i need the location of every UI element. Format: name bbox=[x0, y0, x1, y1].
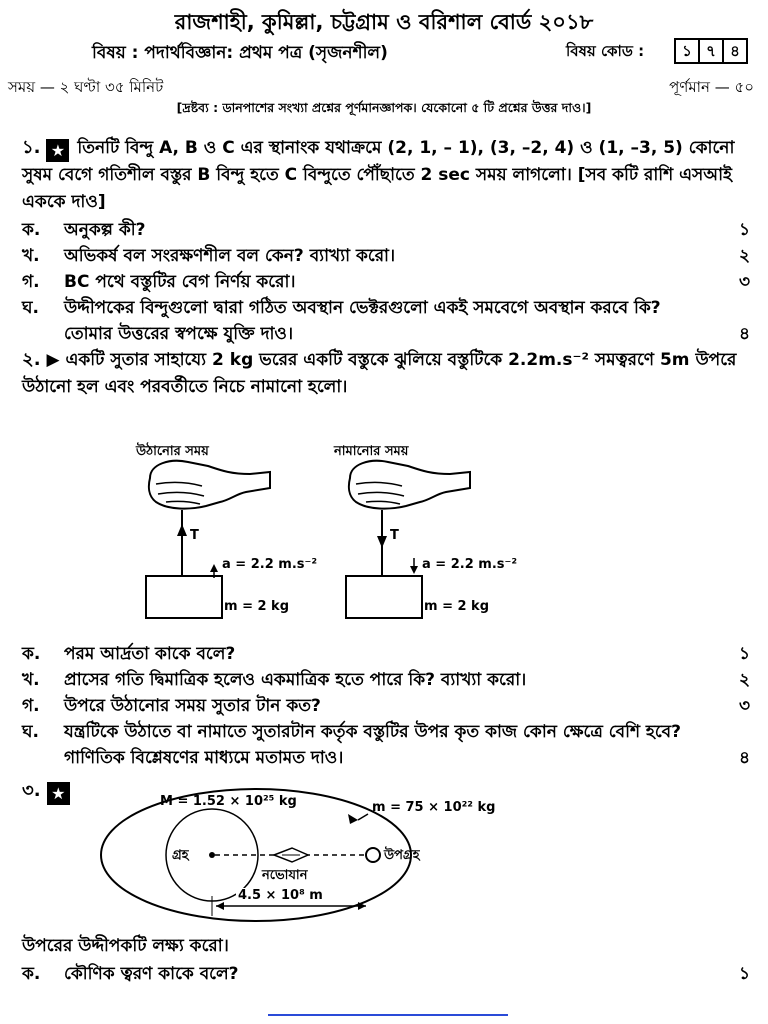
play-arrow-icon: ▶ bbox=[46, 350, 60, 370]
q2-figure bbox=[110, 436, 530, 626]
q2-stem: একটি সুতার সাহায্যে 2 kg ভরের একটি বস্তুকে ঝুলিয়ে বস্তুটিকে 2.2m.s⁻² সমত্বরণে 5m উপরে উঠানো হল এবং পরবর্তীতে নিচে নামানো হলো। bbox=[22, 350, 737, 398]
part-mark: ২ bbox=[738, 670, 750, 690]
q1-stem-block bbox=[22, 134, 750, 216]
part-text: পরম আর্দ্রতা কাকে বলে? bbox=[64, 644, 236, 664]
code-digit: ৪ bbox=[722, 38, 748, 64]
part-mark: ৩ bbox=[738, 272, 750, 292]
tension-arrow-down-icon bbox=[377, 536, 387, 548]
accel-label-right: a = 2.2 m.s⁻² bbox=[422, 557, 518, 572]
planet-label: গ্রহ bbox=[172, 848, 189, 863]
code-digit: ৭ bbox=[698, 38, 724, 64]
block-left bbox=[146, 576, 222, 618]
lift-title: উঠানোর সময় bbox=[136, 444, 209, 459]
part-text: BC পথে বস্তুটির বেগ নির্ণয় করো। bbox=[64, 272, 296, 292]
star-icon: ★ bbox=[46, 139, 69, 162]
part-text: উপরে উঠানোর সময় সুতার টান কত? bbox=[64, 696, 321, 716]
planet-dot bbox=[209, 852, 215, 858]
hand-icon bbox=[149, 461, 270, 509]
part-mark: ৪ bbox=[738, 748, 750, 768]
instruction-note: [দ্রষ্টব্য : ডানপাশের সংখ্যা প্রশ্নের পূর্ণমানজ্ঞাপক। যেকোনো ৫ টি প্রশ্নের উত্তর দাও।] bbox=[176, 100, 592, 115]
subject-code-label: বিষয় কোড : bbox=[566, 42, 645, 60]
part-label: খ. bbox=[22, 246, 40, 266]
part-label: ক. bbox=[22, 964, 41, 984]
part-text: যন্ত্রটিকে উঠাতে বা নামাতে সুতারটান কর্তৃক বস্তুটির উপর কৃত কাজ কোন ক্ষেত্রে বেশি হবে? গাণিতিক বিশ্লেষণের মাধ্যমে মতামত দাও। bbox=[64, 722, 682, 768]
subject-title: বিষয় : পদার্থবিজ্ঞান: প্রথম পত্র (সৃজনশীল) bbox=[92, 43, 388, 63]
planet-mass-label: M = 1.52 × 10²⁵ kg bbox=[160, 794, 297, 809]
part-label: খ. bbox=[22, 670, 40, 690]
part-label: গ. bbox=[22, 272, 40, 292]
hand-icon bbox=[349, 461, 470, 509]
exam-time: সময় — ২ ঘণ্টা ৩৫ মিনিট bbox=[8, 78, 164, 96]
part-label: ক. bbox=[22, 220, 41, 240]
accel-arrow-down-icon bbox=[410, 566, 418, 574]
tension-label-left: T bbox=[190, 528, 199, 543]
q1-number: ১. bbox=[22, 137, 41, 158]
satellite-circle bbox=[366, 848, 380, 862]
part-mark: ৩ bbox=[738, 696, 750, 716]
part-mark: ১ bbox=[738, 644, 750, 664]
block-right bbox=[346, 576, 422, 618]
subject-code-boxes bbox=[676, 38, 748, 64]
q3-number-block bbox=[22, 776, 72, 807]
satellite-mass-arrow-icon bbox=[348, 814, 358, 824]
accel-label-left: a = 2.2 m.s⁻² bbox=[222, 557, 318, 572]
tension-label-right: T bbox=[390, 528, 399, 543]
part-text: কৌণিক ত্বরণ কাকে বলে? bbox=[64, 964, 239, 984]
part-text: প্রাসের গতি দ্বিমাত্রিক হলেও একমাত্রিক হতে পারে কি? ব্যাখ্যা করো। bbox=[64, 670, 527, 690]
part-mark: ১ bbox=[738, 220, 750, 240]
part-mark: ৪ bbox=[738, 324, 750, 344]
tension-arrow-up-icon bbox=[177, 524, 187, 536]
part-label: ঘ. bbox=[22, 722, 39, 742]
part-text: উদ্দীপকের বিন্দুগুলো দ্বারা গঠিত অবস্থান ভেক্টরগুলো একই সমবেগে অবস্থান করবে কি? তোমার উত্তরের স্বপক্ষে যুক্তি দাও। bbox=[64, 298, 661, 344]
mass-label-right: m = 2 kg bbox=[424, 599, 490, 614]
lower-title: নামানোর সময় bbox=[334, 444, 409, 459]
part-label: ঘ. bbox=[22, 298, 39, 318]
spaceship-label: নভোযান bbox=[262, 868, 308, 883]
q3-instruction: উপরের উদ্দীপকটি লক্ষ্য করো। bbox=[22, 936, 229, 956]
full-marks: পূর্ণমান — ৫০ bbox=[669, 78, 754, 96]
satellite-mass-label: m = 75 × 10²² kg bbox=[372, 800, 496, 815]
board-title: রাজশাহী, কুমিল্লা, চট্টগ্রাম ও বরিশাল বোর্ড ২০১৮ bbox=[174, 10, 594, 34]
part-mark: ২ bbox=[738, 246, 750, 266]
mass-label-left: m = 2 kg bbox=[224, 599, 290, 614]
footer-underline bbox=[268, 1014, 508, 1016]
q2-stem-block bbox=[22, 346, 750, 401]
part-label: ক. bbox=[22, 644, 41, 664]
q1-stem: তিনটি বিন্দু A, B ও C এর স্থানাংক যথাক্রমে (2, 1, – 1), (3, –2, 4) ও (1, –3, 5) কোনো সুষম বেগে গতিশীল বস্তুর B বিন্দু হতে C বিন্দুতে পৌঁছাতে 2 sec সময় লাগলো। [সব কটি রাশি এসআই এককে দাও] bbox=[22, 138, 735, 212]
code-digit: ১ bbox=[674, 38, 700, 64]
spaceship-icon bbox=[274, 848, 308, 862]
part-text: অভিকর্ষ বল সংরক্ষণশীল বল কেন? ব্যাখ্যা করো। bbox=[64, 246, 396, 266]
part-label: গ. bbox=[22, 696, 40, 716]
q2-number: ২. bbox=[22, 349, 41, 370]
q3-number: ৩. bbox=[22, 780, 41, 801]
distance-label: 4.5 × 10⁸ m bbox=[238, 888, 323, 903]
satellite-label: উপগ্রহ bbox=[384, 848, 420, 863]
star-icon: ★ bbox=[47, 782, 70, 805]
part-mark: ১ bbox=[738, 964, 750, 984]
part-text: অনুকল্প কী? bbox=[64, 220, 146, 240]
